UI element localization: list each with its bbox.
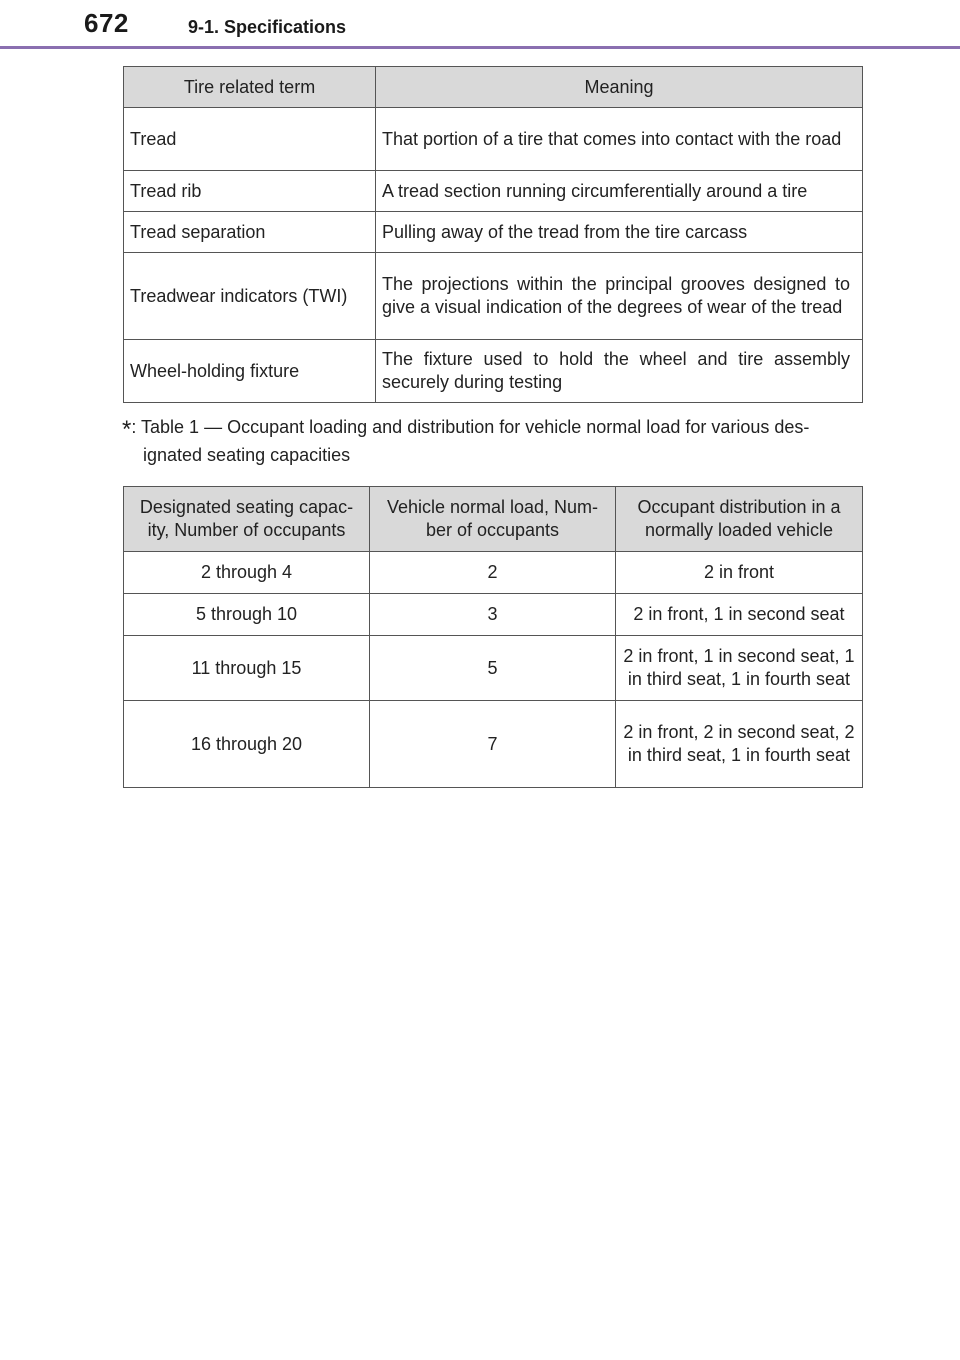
table-header-row bbox=[124, 67, 863, 108]
table-row bbox=[124, 594, 863, 636]
footnote-line-2: ignated seating capacities bbox=[143, 445, 351, 465]
table-row bbox=[124, 253, 863, 340]
footnote-marker: * bbox=[122, 416, 132, 443]
table-row bbox=[124, 552, 863, 594]
capacity-cell: 11 through 15 bbox=[124, 636, 370, 701]
distribution-cell: 2 in front, 1 in second seat bbox=[616, 594, 863, 636]
section-title: 9-1. Specifications bbox=[188, 17, 347, 37]
column-header-meaning: Meaning bbox=[376, 67, 863, 108]
column-header-term: Tire related term bbox=[124, 67, 376, 108]
column-header-distribution: Occupant distribution in a normally loaded vehicle bbox=[616, 487, 863, 552]
capacity-cell: 2 through 4 bbox=[124, 552, 370, 594]
table-row bbox=[124, 701, 863, 788]
footnote-text: : Table 1 — Occupant loading and distribution for vehicle normal load for various des- bbox=[131, 417, 810, 437]
capacity-cell: 5 through 10 bbox=[124, 594, 370, 636]
table-row bbox=[124, 340, 863, 403]
footnote bbox=[122, 412, 862, 469]
meaning-cell: A tread section running circumferentially around a tire bbox=[376, 171, 863, 212]
normal-load-cell: 7 bbox=[370, 701, 616, 788]
distribution-cell: 2 in front, 2 in second seat, 2 in third seat, 1 in fourth seat bbox=[616, 701, 863, 788]
page-number: 672 bbox=[84, 8, 129, 38]
header-divider bbox=[0, 46, 960, 49]
column-header-normal-load: Vehicle normal load, Num- ber of occupants bbox=[370, 487, 616, 552]
capacity-cell: 16 through 20 bbox=[124, 701, 370, 788]
normal-load-cell: 3 bbox=[370, 594, 616, 636]
term-cell: Tread bbox=[124, 108, 376, 171]
distribution-cell: 2 in front, 1 in second seat, 1 in third seat, 1 in fourth seat bbox=[616, 636, 863, 701]
page-header bbox=[0, 0, 960, 50]
table-header-row bbox=[124, 487, 863, 552]
normal-load-cell: 5 bbox=[370, 636, 616, 701]
term-cell: Treadwear indicators (TWI) bbox=[124, 253, 376, 340]
term-cell: Wheel-holding fixture bbox=[124, 340, 376, 403]
column-header-capacity: Designated seating capac- ity, Number of occupants bbox=[124, 487, 370, 552]
table-row bbox=[124, 108, 863, 171]
occupant-loading-table bbox=[123, 486, 863, 788]
normal-load-cell: 2 bbox=[370, 552, 616, 594]
meaning-cell: The projections within the principal grooves designed to give a visual indication of the degrees of wear of the tread bbox=[376, 253, 863, 340]
footnote-line-1 bbox=[122, 412, 862, 441]
meaning-cell: The fixture used to hold the wheel and tire assembly securely during testing bbox=[376, 340, 863, 403]
meaning-cell: Pulling away of the tread from the tire carcass bbox=[376, 212, 863, 253]
table-row bbox=[124, 171, 863, 212]
tire-terms-table bbox=[123, 66, 863, 403]
table-row bbox=[124, 636, 863, 701]
term-cell: Tread separation bbox=[124, 212, 376, 253]
meaning-cell: That portion of a tire that comes into contact with the road bbox=[376, 108, 863, 171]
distribution-cell: 2 in front bbox=[616, 552, 863, 594]
term-cell: Tread rib bbox=[124, 171, 376, 212]
table-row bbox=[124, 212, 863, 253]
